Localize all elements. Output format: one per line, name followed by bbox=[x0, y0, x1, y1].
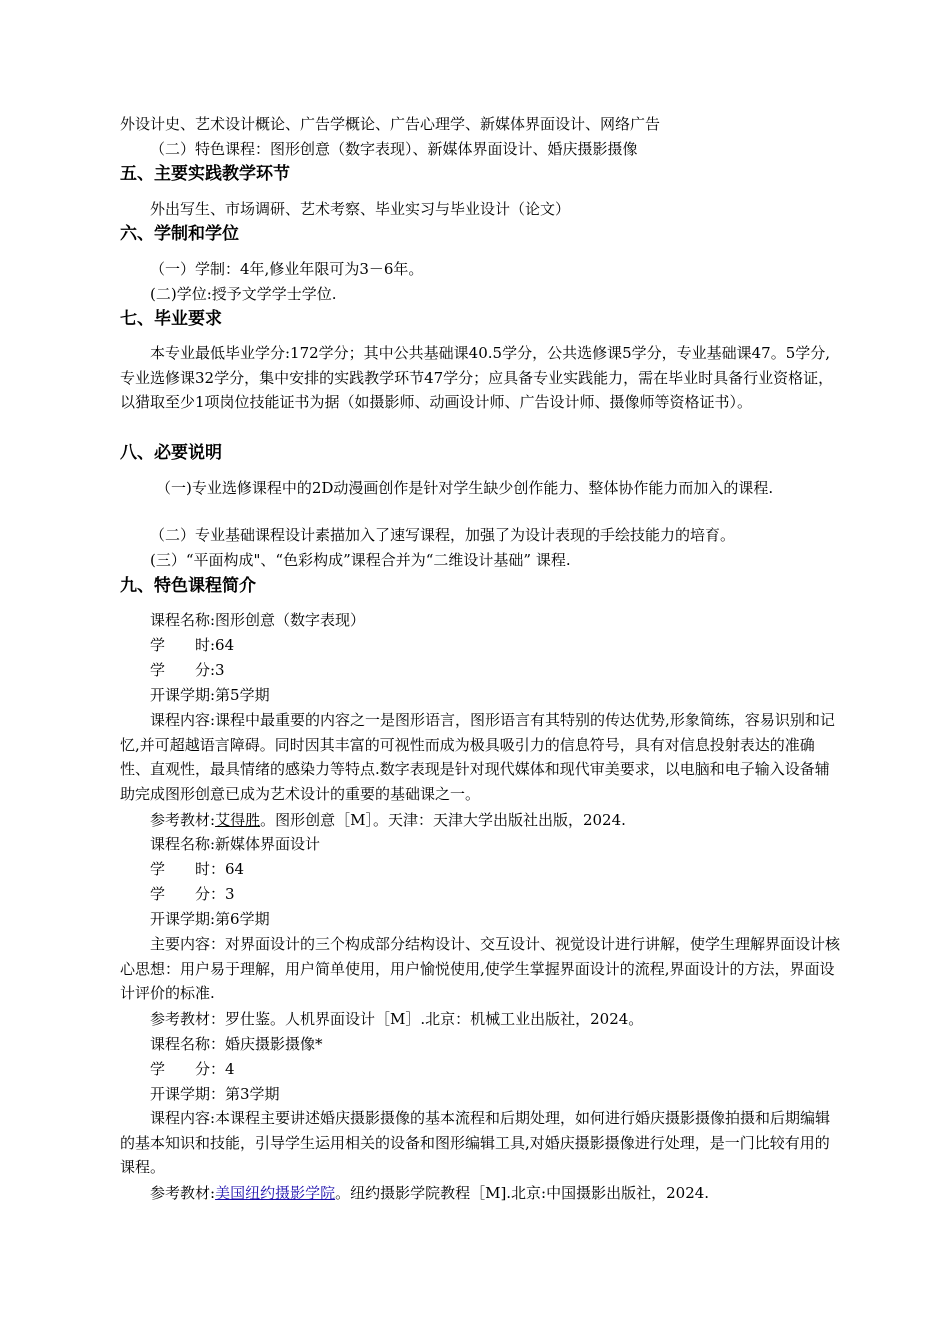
reference-detail: 。纽约摄影学院教程［M].北京:中国摄影出版社，2024. bbox=[335, 1184, 710, 1202]
course-2-hours: 学 时：64 bbox=[150, 860, 245, 878]
reference-detail: 。图形创意［M］。天津：天津大学出版社出版，2024. bbox=[260, 811, 626, 829]
section-heading-5: 五、主要实践教学环节 bbox=[120, 164, 290, 184]
course-2-term: 开课学期:第6学期 bbox=[150, 910, 270, 928]
course-3-content: 课程内容:本课程主要讲述婚庆摄影摄像的基本流程和后期处理，如何进行婚庆摄影摄像拍摄和后期编辑的基本知识和技能，引导学生运用相关的设备和图形编辑工具,对婚庆摄影摄像进行处理，是一门比较有用的课程。 bbox=[120, 1109, 831, 1176]
author-link[interactable]: 艾得胜 bbox=[215, 811, 261, 829]
course-3-reference bbox=[150, 1181, 709, 1205]
section-heading-7: 七、毕业要求 bbox=[120, 309, 222, 329]
note-1-paragraph: （一)专业选修课程中的2D动漫画创作是针对学生缺少创作能力、整体协作能力而加入的课程. bbox=[156, 479, 774, 497]
note-2-line: （二）专业基础课程设计素描加入了速写课程，加强了为设计表现的手绘技能力的培育。 bbox=[150, 526, 736, 544]
course-1-term: 开课学期:第5学期 bbox=[150, 686, 270, 704]
note-3-line: (三）“平面构成"、“色彩构成”课程合并为“二维设计基础” 课程. bbox=[150, 551, 571, 569]
featured-courses-line: （二）特色课程：图形创意（数字表现）、新媒体界面设计、婚庆摄影摄像 bbox=[150, 140, 638, 158]
course-2-content: 主要内容：对界面设计的三个构成部分结构设计、交互设计、视觉设计进行讲解，使学生理解界面设计核心思想：用户易于理解，用户简单使用，用户愉悦使用,使学生掌握界面设计的流程,界面设计的方法，界面设计评价的标准. bbox=[120, 935, 841, 1002]
course-3-credit: 学 分：4 bbox=[150, 1060, 235, 1078]
course-list-continuation: 外设计史、艺术设计概论、广告学概论、广告心理学、新媒体界面设计、网络广告 bbox=[120, 115, 661, 133]
course-3-name: 课程名称：婚庆摄影摄像* bbox=[150, 1035, 323, 1053]
course-2-reference: 参考教材：罗仕鉴。人机界面设计［M］.北京：机械工业出版社，2024。 bbox=[150, 1010, 644, 1028]
practice-items-line: 外出写生、市场调研、艺术考察、毕业实习与毕业设计（论文） bbox=[150, 200, 571, 218]
duration-line: （一）学制：4年,修业年限可为3－6年。 bbox=[150, 260, 424, 278]
section-heading-8: 八、必要说明 bbox=[120, 443, 222, 463]
reference-label: 参考教材: bbox=[150, 1184, 216, 1202]
course-1-hours: 学 时:64 bbox=[150, 636, 235, 654]
degree-line: (二)学位:授予文学学士学位. bbox=[150, 285, 337, 303]
course-2-name: 课程名称:新媒体界面设计 bbox=[150, 835, 321, 853]
reference-label: 参考教材: bbox=[150, 811, 216, 829]
course-3-term: 开课学期：第3学期 bbox=[150, 1085, 280, 1103]
course-1-content: 课程内容:课程中最重要的内容之一是图形语言，图形语言有其特别的传达优势,形象简练，容易识别和记忆,并可超越语言障碍。同时因其丰富的可视性而成为极具吸引力的信息符号，具有对信息投射表达的准确性、直观性，最具情绪的感染力等特点.数字表现是针对现代媒体和现代审美要求，以电脑和电子输入设备辅助完成图形创意已成为艺术设计的重要的基础课之一。 bbox=[120, 711, 835, 803]
course-1-credit: 学 分:3 bbox=[150, 661, 225, 679]
course-2-credit: 学 分：3 bbox=[150, 885, 235, 903]
course-1-name: 课程名称:图形创意（数字表现） bbox=[150, 611, 366, 629]
section-heading-9: 九、特色课程简介 bbox=[120, 576, 256, 596]
section-heading-6: 六、学制和学位 bbox=[120, 224, 239, 244]
course-1-reference bbox=[150, 808, 626, 832]
graduation-requirements-paragraph: 本专业最低毕业学分:172学分；其中公共基础课40.5学分，公共选修课5学分，专业基础课47。5学分,专业选修课32学分，集中安排的实践教学环节47学分；应具备专业实践能力，需在毕业时具备行业资格证，以猎取至少1项岗位技能证书为据（如摄影师、动画设计师、广告设计师、摄像师等资格证书）。 bbox=[120, 344, 834, 411]
institute-link[interactable]: 美国纽约摄影学院 bbox=[215, 1184, 336, 1202]
